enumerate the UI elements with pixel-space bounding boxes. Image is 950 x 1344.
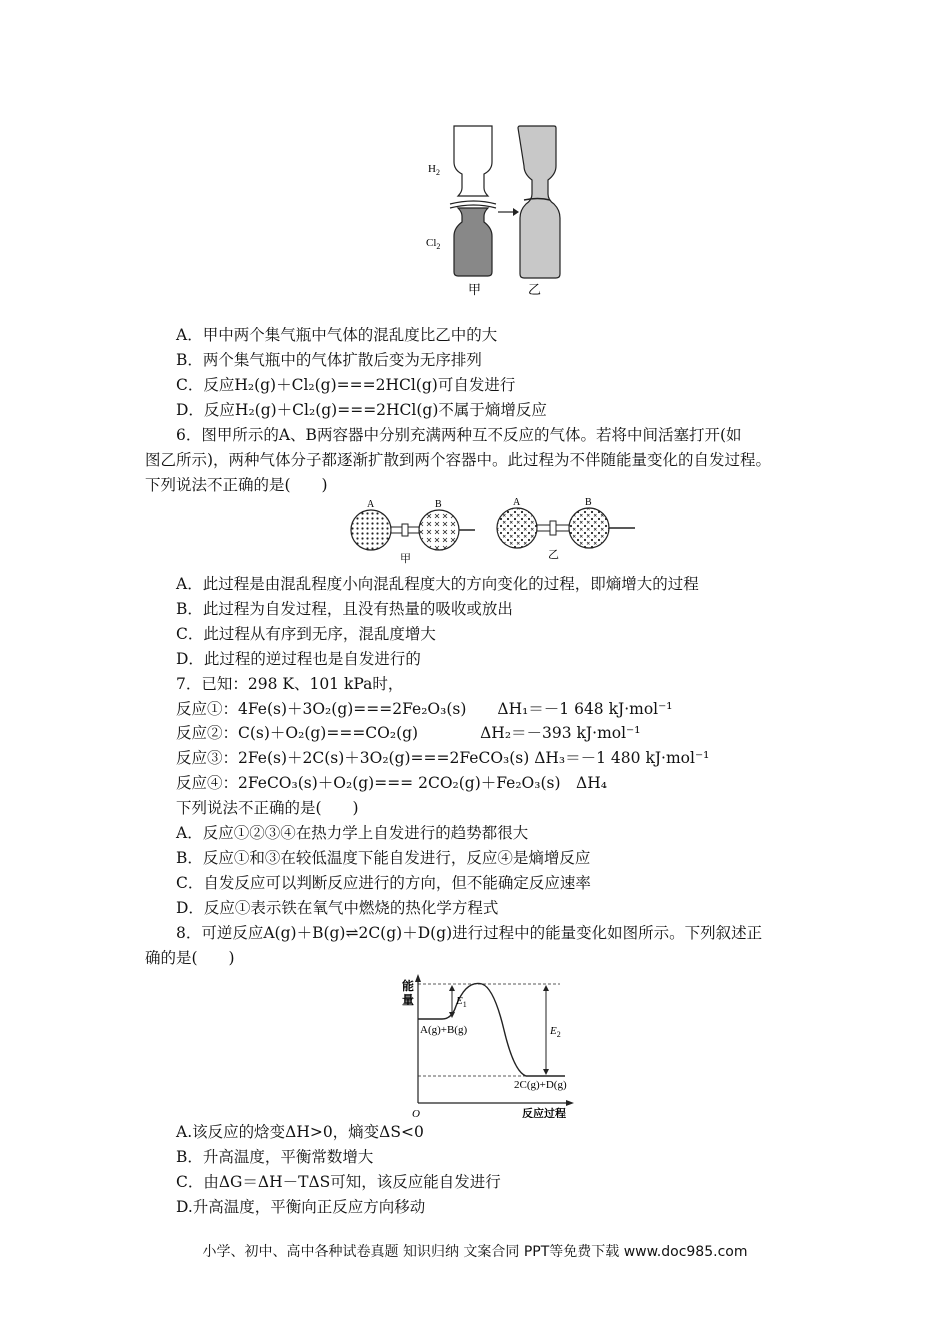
q6-option-c: C．此过程从有序到无序，混乱度增大 <box>176 625 436 643</box>
container-a-label-jia: A <box>367 499 375 510</box>
q5-option-a: A．甲中两个集气瓶中气体的混乱度比乙中的大 <box>176 326 498 344</box>
q5-option-b: B．两个集气瓶中的气体扩散后变为无序排列 <box>176 351 482 369</box>
svg-text:E1: $E_1$ <box>456 995 467 1009</box>
q8-stem-line2: 确的是( ) <box>145 949 235 967</box>
q5-option-c: C．反应H₂(g)＋Cl₂(g)===2HCl(g)可自发进行 <box>176 376 516 394</box>
q7-option-c: C．自发反应可以判断反应进行的方向，但不能确定反应速率 <box>176 874 591 892</box>
svg-text:Cl2: $Cl_2$ <box>426 237 441 251</box>
q6-option-a: A．此过程是由混乱程度小向混乱程度大的方向变化的过程，即熵增大的过程 <box>176 575 699 593</box>
figure1-jia-label: 甲 <box>468 283 482 297</box>
q7-option-b: B．反应①和③在较低温度下能自发进行，反应④是熵增反应 <box>176 849 591 867</box>
svg-text:H2: $H_2$ <box>428 163 440 177</box>
y-axis-label-1: 能 <box>402 979 415 993</box>
q7-reaction-2: 反应②：C(s)＋O₂(g)===CO₂(g) ΔH₂＝－393 kJ·mol⁻¹ <box>176 724 641 742</box>
q8-option-d: D.升高温度，平衡向正反应方向移动 <box>176 1198 426 1216</box>
energy-diagram <box>380 970 590 1118</box>
q8-option-c: C．由ΔG＝ΔH－TΔS可知，该反应能自发进行 <box>176 1173 501 1191</box>
q8-option-a: A.该反应的焓变ΔH>0，熵变ΔS<0 <box>176 1123 424 1141</box>
svg-text:E2: $E_2$ <box>550 1025 561 1039</box>
products-label: 2C(g)+D(g) <box>514 1079 567 1091</box>
q7-option-a: A．反应①②③④在热力学上自发进行的趋势都很大 <box>176 824 529 842</box>
q8-stem-line1: 8．可逆反应A(g)＋B(g)⇌2C(g)＋D(g)进行过程中的能量变化如图所示。下列叙述正 <box>176 924 763 942</box>
q7-reaction-3: 反应③：2Fe(s)＋2C(s)＋3O₂(g)===2FeCO₃(s) ΔH₃＝－1 480 kJ·mol⁻¹ <box>176 749 710 767</box>
diffusion-yi-label: 乙 <box>548 548 559 561</box>
container-a-label-yi: A <box>513 497 521 508</box>
q6-stem-line1: 6．图甲所示的A、B两容器中分别充满两种互不反应的气体。若将中间活塞打开(如 <box>176 426 742 444</box>
q7-reaction-4: 反应④：2FeCO₃(s)＋O₂(g)=== 2CO₂(g)＋Fe₂O₃(s) ΔH₄ <box>176 774 607 792</box>
q6-stem-line2: 图乙所示)，两种气体分子都逐渐扩散到两个容器中。此过程为不伴随能量变化的自发过程。 <box>145 451 772 469</box>
x-axis-label: 反应过程 <box>522 1107 566 1118</box>
q6-option-d: D．此过程的逆过程也是自发进行的 <box>176 650 421 668</box>
h2-label: H <box>428 163 436 175</box>
container-b-label-jia: B <box>435 499 442 510</box>
gas-jar-figure <box>420 122 570 297</box>
q7-stem: 7．已知：298 K、101 kPa时， <box>176 675 404 693</box>
diffusion-jia-label: 甲 <box>400 552 411 564</box>
q8-option-b: B．升高温度，平衡常数增大 <box>176 1148 374 1166</box>
e2-label: E <box>550 1025 557 1037</box>
q6-stem-line3: 下列说法不正确的是( ) <box>145 476 328 494</box>
container-b-label-yi: B <box>585 497 592 508</box>
q7-option-d: D．反应①表示铁在氧气中燃烧的热化学方程式 <box>176 899 499 917</box>
e1-label: E <box>456 995 463 1007</box>
q6-option-b: B．此过程为自发过程，且没有热量的吸收或放出 <box>176 600 513 618</box>
q7-ask: 下列说法不正确的是( ) <box>176 799 359 817</box>
page-footer: 小学、初中、高中各种试卷真题 知识归纳 文案合同 PPT等免费下载 www.doc985.com <box>202 1244 748 1260</box>
origin-label: O <box>412 1108 420 1118</box>
y-axis-label-2: 量 <box>402 993 415 1007</box>
q5-option-d: D．反应H₂(g)＋Cl₂(g)===2HCl(g)不属于熵增反应 <box>176 401 547 419</box>
figure1-yi-label: 乙 <box>528 283 542 297</box>
diffusion-figure <box>345 496 640 564</box>
cl2-label: Cl <box>426 237 437 249</box>
reactants-label: A(g)+B(g) <box>420 1024 468 1036</box>
q7-reaction-1: 反应①：4Fe(s)＋3O₂(g)===2Fe₂O₃(s) ΔH₁＝－1 648 kJ·mol⁻¹ <box>176 700 673 718</box>
